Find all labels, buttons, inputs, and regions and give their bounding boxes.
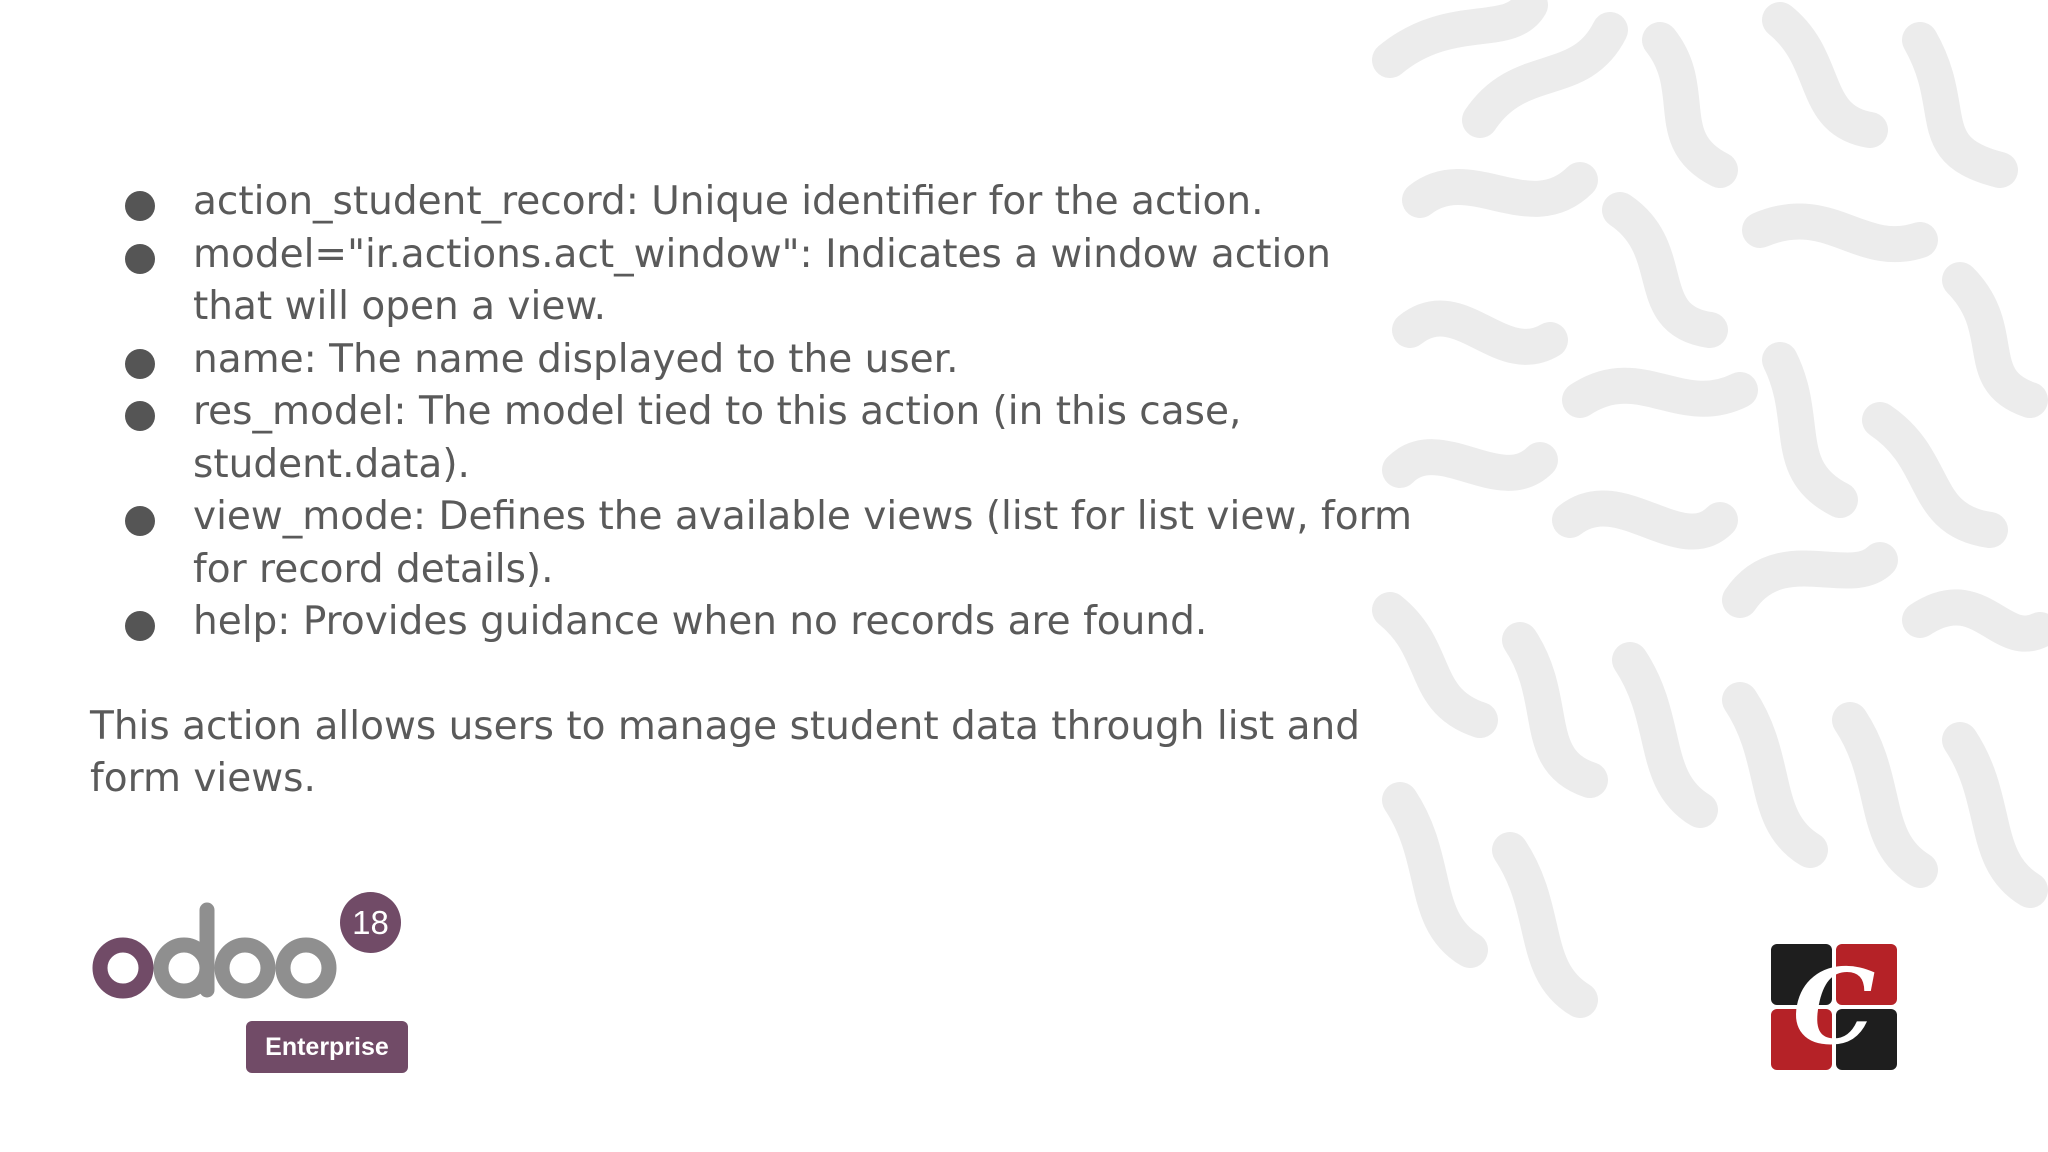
version-badge: 18	[340, 892, 401, 953]
bullet-dot-icon	[125, 401, 155, 431]
bullet-dot-icon	[125, 191, 155, 221]
bullet-list	[90, 176, 1420, 649]
bullet-dot-icon	[125, 244, 155, 274]
summary-paragraph: This action allows users to manage student data through list and form views.	[90, 703, 1360, 801]
bullet-item: action_student_record: Unique identifier for the action.	[90, 176, 1420, 229]
company-logo	[1771, 944, 1897, 1070]
bullet-dot-icon	[125, 506, 155, 536]
odoo-logo	[90, 880, 420, 1080]
edition-badge: Enterprise	[246, 1021, 408, 1073]
slide-body	[90, 176, 1420, 806]
bullet-dot-icon	[125, 349, 155, 379]
bullet-dot-icon	[125, 611, 155, 641]
bullet-item: view_mode: Defines the available views (list for list view, form for record details).	[90, 491, 1420, 596]
bullet-item: name: The name displayed to the user.	[90, 334, 1420, 387]
bullet-item: help: Provides guidance when no records are found.	[90, 596, 1420, 649]
bullet-item: model="ir.actions.act_window": Indicates a window action that will open a view.	[90, 229, 1420, 334]
company-logo-letter: C	[1792, 945, 1876, 1068]
bullet-item: res_model: The model tied to this action (in this case, student.data).	[90, 386, 1420, 491]
decorative-squiggle-pattern	[1360, 0, 2048, 1080]
